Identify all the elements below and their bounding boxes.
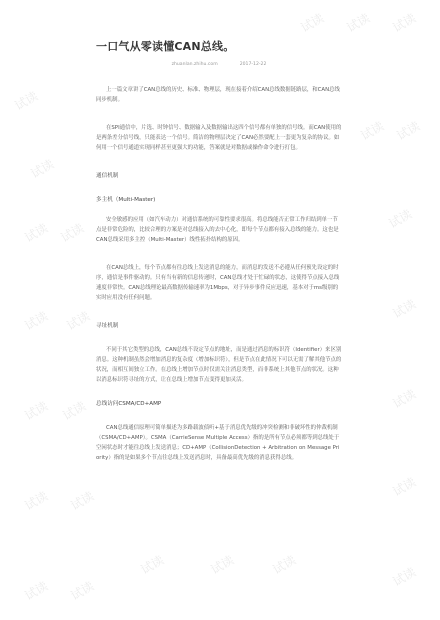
watermark-text: 试读 — [390, 564, 419, 589]
watermark-text: 试读 — [22, 308, 51, 333]
watermark-text: 试读 — [390, 386, 419, 411]
watermark-text: 试读 — [138, 552, 167, 577]
paragraph-multi-master: 安全敏感的应用（如汽车动力）对通信系统的可靠性要求很高。将总线能否正常工作归结到单一节点是非常危险的，比较合理的方案是对总线接入的去中心化，即每个节点都有接入总线的能力。这也是CAN总线采用多主控（Multi-Master）线性拓扑结构的原因。 — [96, 217, 339, 243]
paragraph-bus-access: CAN总线通信原理可简单描述为多路载波侦听+基于消息优先级的冲突检测和非破坏性的仲裁机制（CSMA/CD+AMP）。CSMA（CarrieSense Multiple Access）指的是所有节点必须都等到总线处于空闲状态时才能往总线上发送消息；CD+AMP（CollisionDetection + Arbitration on Message Priority）指的是如果多个节点往总线上发送消息时，具备最高优先级的消息获得总线。 — [96, 425, 340, 461]
watermark-text: 试读 — [58, 220, 87, 245]
watermark-text: 试读 — [394, 118, 423, 143]
watermark-text: 试读 — [344, 10, 373, 35]
watermark-text: 试读 — [28, 156, 57, 181]
article-meta — [96, 62, 342, 67]
section-heading-addressing: 寻址机制 — [96, 323, 119, 329]
watermark-text: 试读 — [270, 552, 299, 577]
section-heading-bus-access: 总线访问CSMA/CD+AMP — [96, 401, 162, 407]
watermark-text: 试读 — [298, 10, 327, 35]
watermark-text: 试读 — [68, 488, 97, 513]
section-heading-communication: 通信机制 — [96, 173, 119, 179]
paragraph-event-driven: 在CAN总线上，每个节点都有往总线上发送消息的能力，而消息的发送不必遵从任何预先设定的时序，通信是事件驱动的。只有当有新的信息传递时，CAN总线才处于忙碌的状态，这使得节点接入总线速度非常快。CAN总线理论最高数据传输速率为1Mbps，对于异步事件反应迅速，基本对于ms级别的实时应用没有任何问题。 — [96, 265, 340, 301]
watermark-text: 试读 — [22, 398, 51, 423]
article-date: 2017-12-22 — [239, 62, 267, 67]
watermark-text: 试读 — [22, 578, 51, 603]
watermark-text: 试读 — [22, 488, 51, 513]
watermark-text: 试读 — [22, 220, 51, 245]
paragraph-addressing: 不同于其它类型的总线，CAN总线不设定节点的地址，而是通过消息的标识符（Identifier）来区别消息。这种机制虽然会增加消息的复杂度（增加标识符），但是节点在此情况下可以无需了解其他节点的状况，而相互间独立工作。在总线上增加节点时仅需关注消息类型，而非系统上其他节点的状况。这种以消息标识符寻址的方式，让在总线上增加节点变得更加灵活。 — [96, 347, 342, 383]
watermark-text: 试读 — [386, 206, 415, 231]
paragraph-spi-comparison: 在SPI通信中，片选、时钟信号、数据输入及数据输出这四个信号都有单独的信号线。而CAN使用的是两条差分信号线，只能表达一个信号。简洁的物理层决定了CAN必然要配上一套更为复杂的协议。如何用一个信号通道实现同样甚至更强大的功能，答案就是对数据或操作命令进行打包。 — [96, 125, 342, 151]
article-body — [96, 40, 342, 463]
watermark-text: 试读 — [12, 88, 41, 113]
watermark-text: 试读 — [358, 118, 387, 143]
article-source: zhuanlan.zhihu.com — [171, 62, 218, 67]
watermark-text: 试读 — [208, 552, 237, 577]
section-heading-multi-master: 多主机（Multi-Master) — [96, 197, 156, 203]
watermark-text: 试读 — [390, 474, 419, 499]
watermark-text: 试读 — [390, 296, 419, 321]
watermark-text: 试读 — [60, 398, 89, 423]
paragraph-intro: 上一篇文章讲了CAN总线的历史、标准、物理层，现在接着介绍CAN总线数据链路层，和CAN总线同步机制。 — [96, 87, 340, 103]
watermark-text: 试读 — [64, 308, 93, 333]
watermark-text: 试读 — [390, 10, 419, 35]
watermark-text: 试读 — [68, 578, 97, 603]
article-title: 一口气从零读懂CAN总线。 — [96, 40, 235, 53]
